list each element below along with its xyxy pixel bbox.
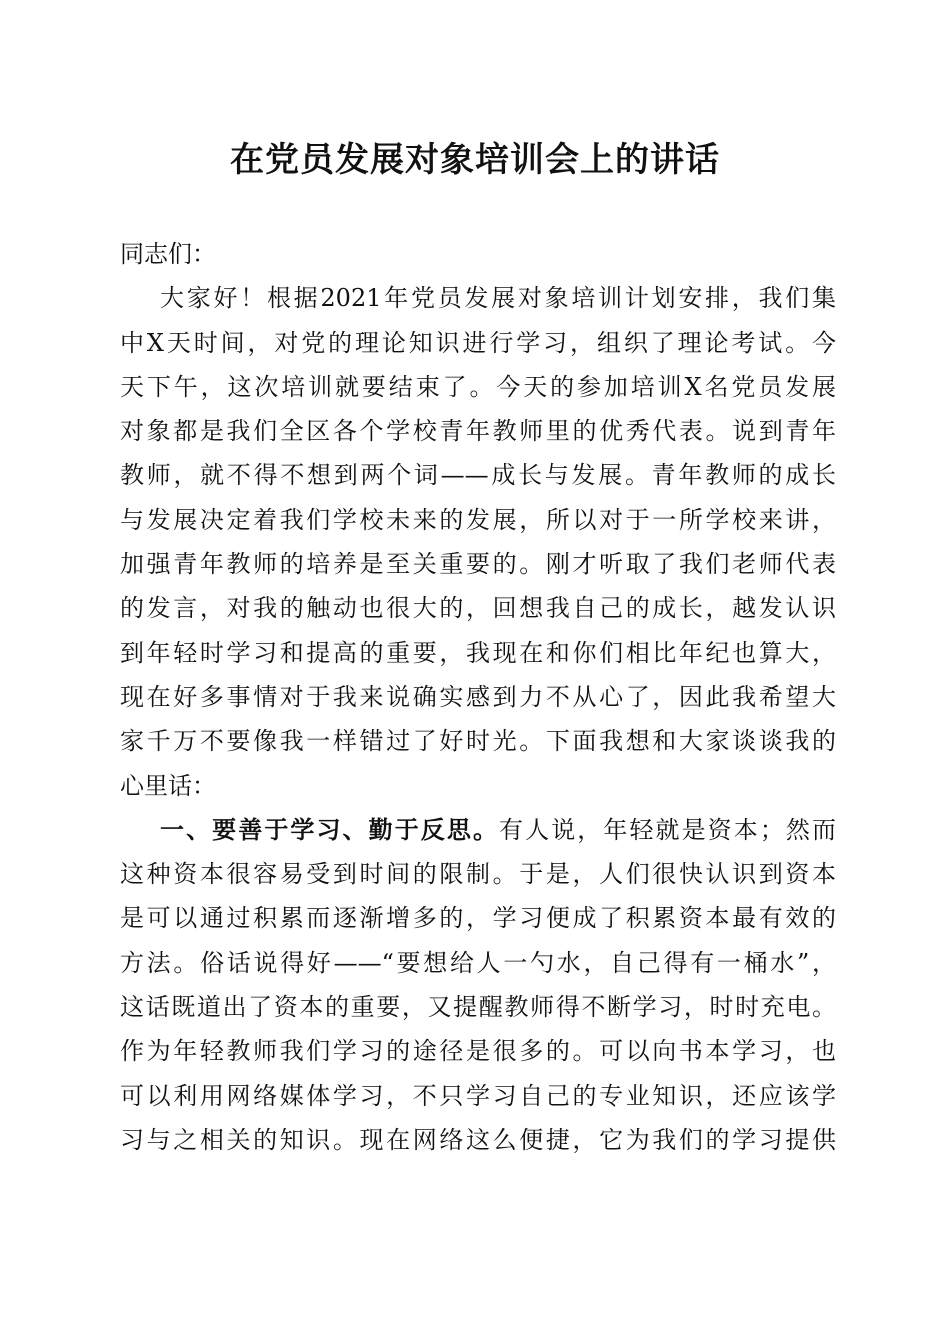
paragraph-line: 天下午，这次培训就要结束了。今天的参加培训X名党员发展	[120, 372, 836, 401]
paragraph-line: 与发展决定着我们学校未来的发展，所以对于一所学校来讲，	[120, 505, 836, 534]
document-body	[120, 232, 836, 1162]
paragraph-line: 家千万不要像我一样错过了好时光。下面我想和大家谈谈我的	[120, 727, 836, 756]
salutation: 同志们：	[120, 240, 216, 268]
paragraph-line: 习与之相关的知识。现在网络这么便捷，它为我们的学习提供	[120, 1125, 836, 1154]
paragraph-line: 可以利用网络媒体学习，不只学习自己的专业知识，还应该学	[120, 1081, 836, 1110]
paragraph-line: 是可以通过积累而逐渐增多的，学习便成了积累资本最有效的	[120, 904, 836, 933]
section-heading-line	[120, 808, 836, 852]
paragraph-line: 到年轻时学习和提高的重要，我现在和你们相比年纪也算大，	[120, 638, 836, 667]
section-heading: 一、要善于学习、勤于反思。	[160, 815, 500, 844]
document-title: 在党员发展对象培训会上的讲话	[230, 140, 720, 180]
paragraph-line: 大家好！根据2021年党员发展对象培训计划安排，我们集	[160, 284, 836, 313]
paragraph-line: 中X天时间，对党的理论知识进行学习，组织了理论考试。今	[120, 328, 836, 357]
paragraph-line: 心里话：	[120, 771, 216, 800]
paragraph-line: 加强青年教师的培养是至关重要的。刚才听取了我们老师代表	[120, 550, 836, 579]
paragraph-line: 方法。俗话说得好——“要想给人一勺水，自己得有一桶水”，	[120, 948, 836, 977]
paragraph-line: 作为年轻教师我们学习的途径是很多的。可以向书本学习，也	[120, 1037, 836, 1066]
paragraph-line: 这种资本很容易受到时间的限制。于是，人们很快认识到资本	[120, 860, 836, 889]
paragraph-line: 这话既道出了资本的重要，又提醒教师得不断学习，时时充电。	[120, 993, 836, 1022]
paragraph-line: 现在好多事情对于我来说确实感到力不从心了，因此我希望大	[120, 682, 836, 711]
section-heading-rest: 有人说，年轻就是资本；然而	[499, 815, 837, 844]
paragraph-line: 教师，就不得不想到两个词——成长与发展。青年教师的成长	[120, 461, 836, 490]
paragraph-line: 的发言，对我的触动也很大的，回想我自己的成长，越发认识	[120, 594, 836, 623]
paragraph-line: 对象都是我们全区各个学校青年教师里的优秀代表。说到青年	[120, 417, 836, 446]
